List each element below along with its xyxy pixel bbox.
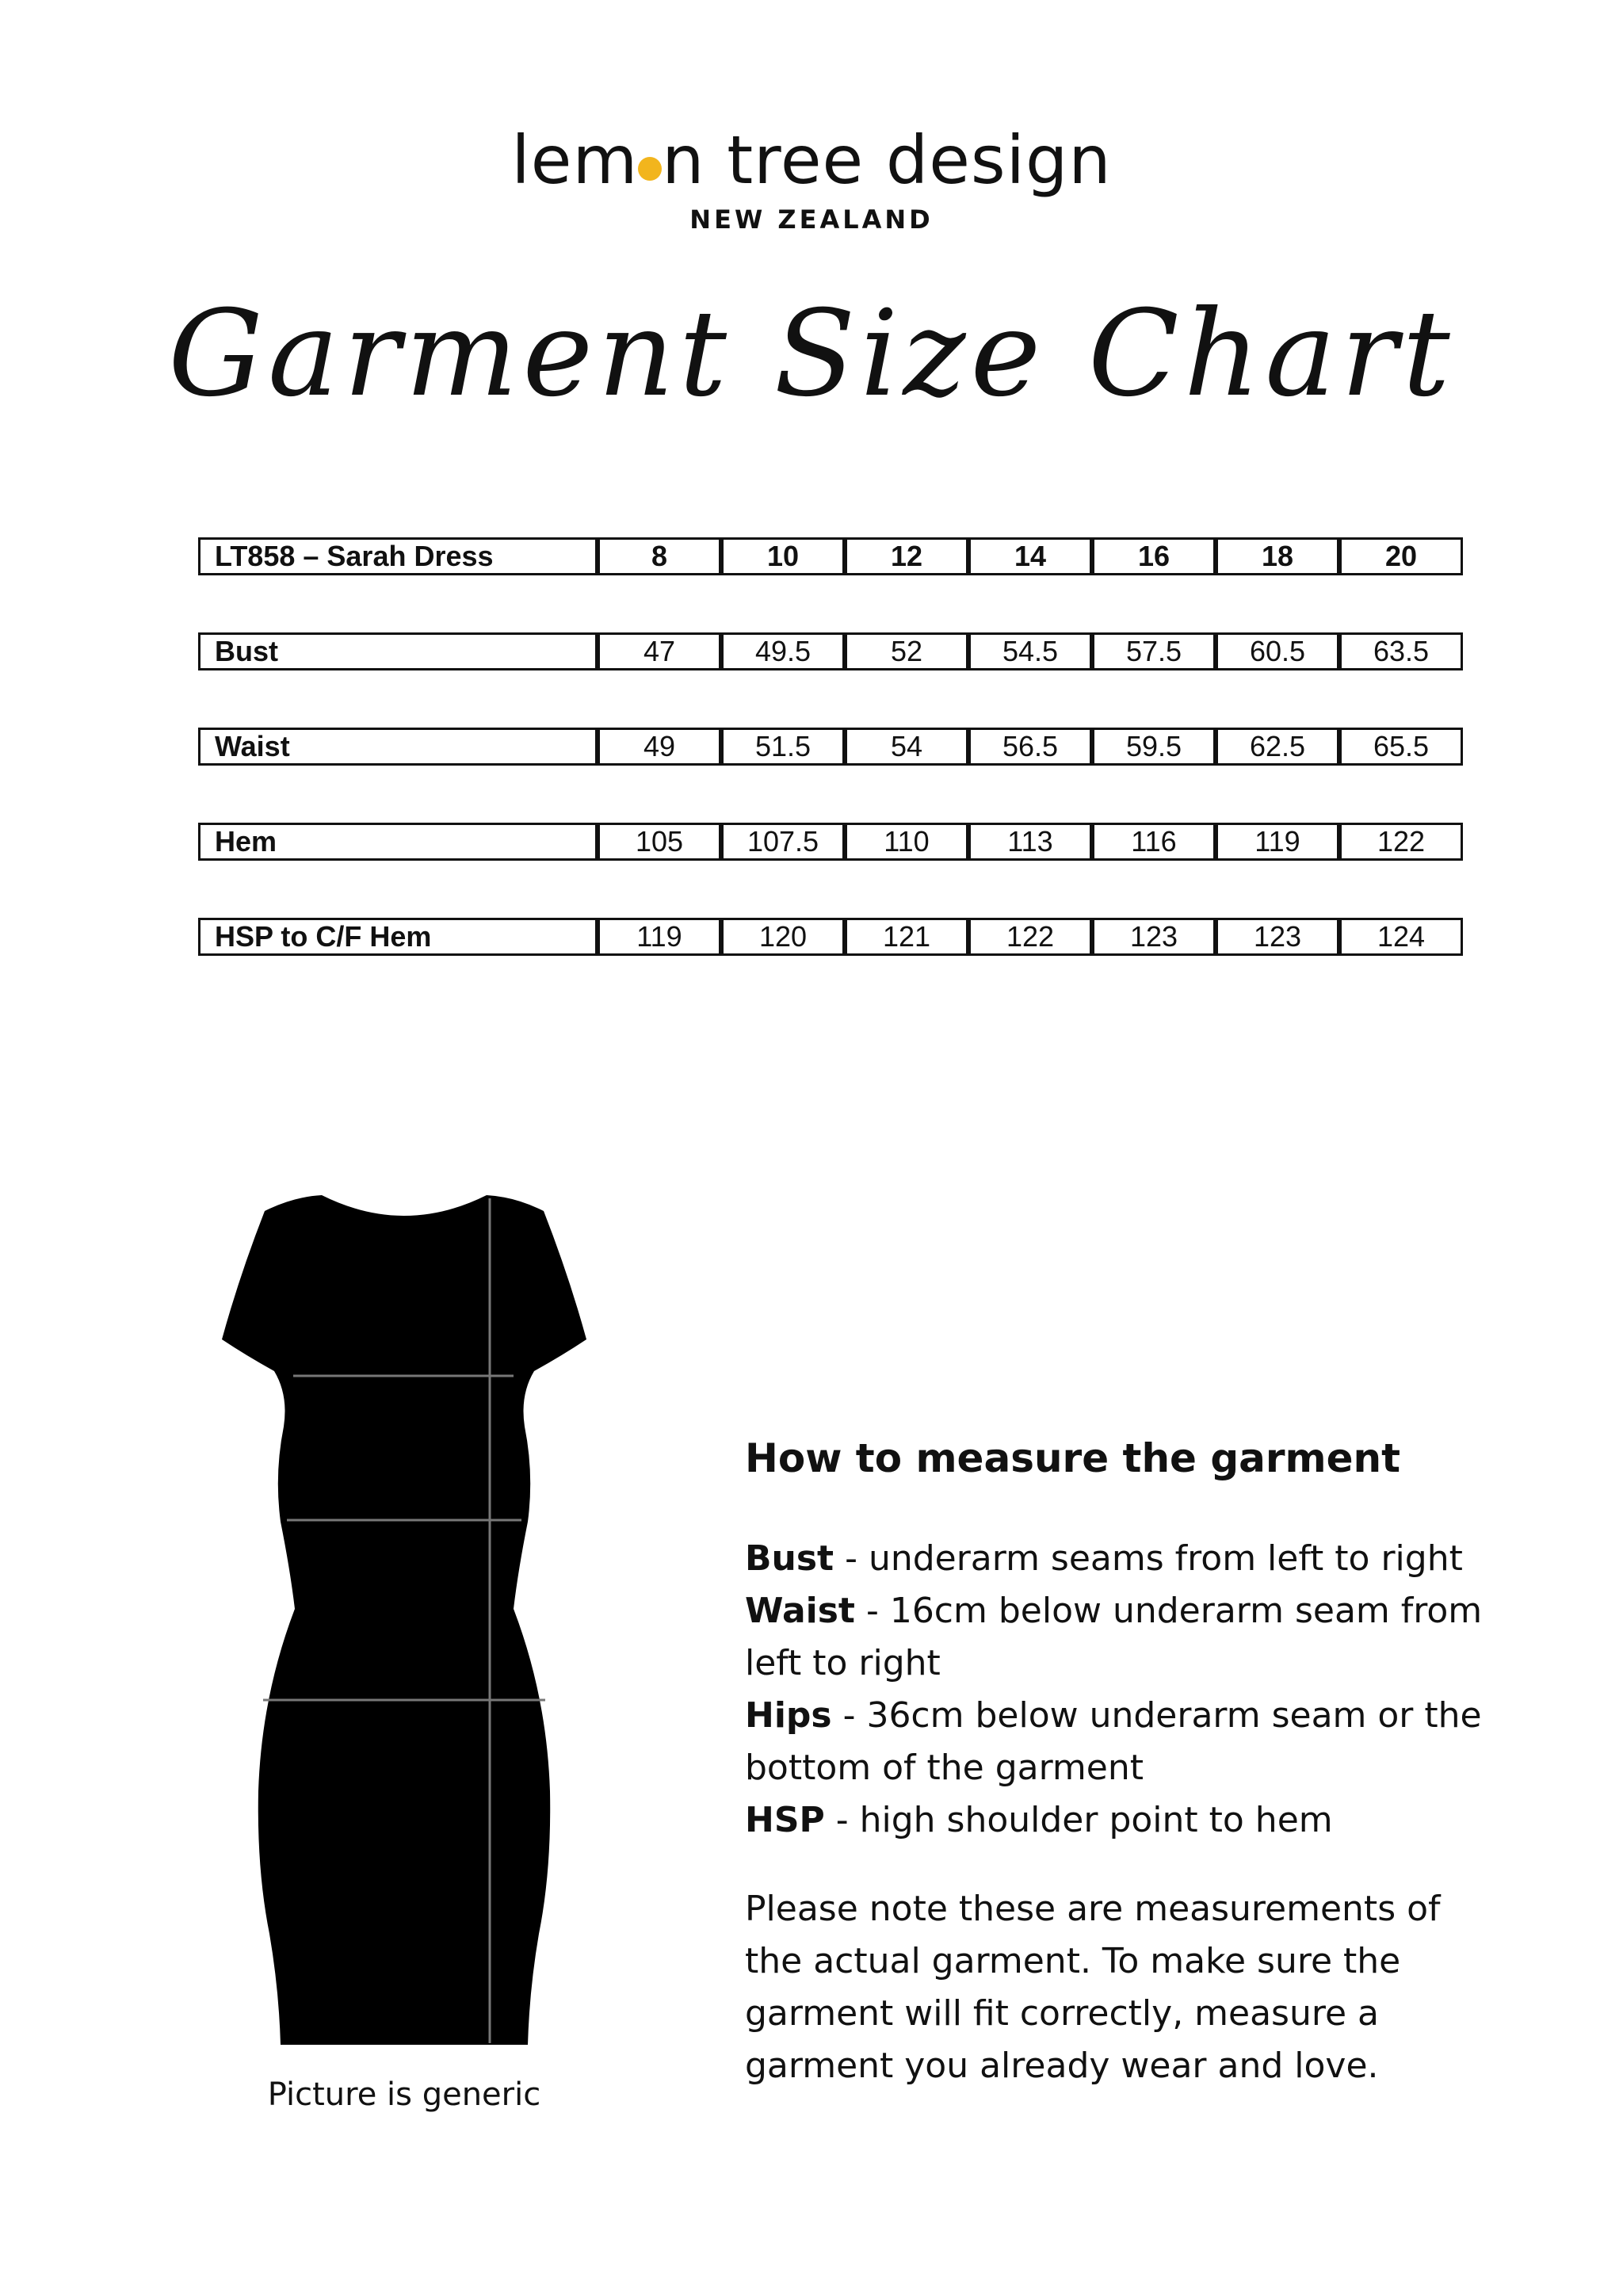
size-header: 16 [1092,537,1216,575]
table-cell: 124 [1339,918,1463,956]
table-cell: 116 [1092,823,1216,861]
fit-note: Please note these are measurements of the actual garment. To make sure the garment will fit correctly, measure a garment you already wear and love. [745,1889,1441,2086]
size-table [198,537,1463,956]
table-cell: 65.5 [1339,728,1463,766]
page-title: Garment Size Chart [168,285,1455,423]
table-cell: 54 [845,728,968,766]
table-cell: 119 [598,918,721,956]
table-cell: 122 [1339,823,1463,861]
brand-name-end: n tree design [662,121,1112,199]
lemon-icon [638,157,662,181]
term-text: - high shoulder point to hem [824,1800,1333,1840]
term-label: Waist [745,1591,855,1631]
instruction-bust [745,1533,1506,1585]
instruction-waist [745,1585,1506,1690]
table-row-hem [198,823,1463,861]
size-header: 8 [598,537,721,575]
row-spacer [198,575,1463,632]
table-cell: 119 [1216,823,1339,861]
row-label: Waist [198,728,598,766]
term-text: - 16cm below underarm seam from left to right [745,1591,1483,1683]
table-cell: 59.5 [1092,728,1216,766]
size-header: 18 [1216,537,1339,575]
table-cell: 63.5 [1339,632,1463,670]
measure-instructions [745,1435,1506,2092]
table-cell: 54.5 [968,632,1092,670]
table-cell: 47 [598,632,721,670]
table-cell: 113 [968,823,1092,861]
term-label: Bust [745,1538,834,1579]
instruction-hips [745,1690,1506,1794]
row-spacer [198,766,1463,823]
table-cell: 122 [968,918,1092,956]
instruction-hsp [745,1794,1506,1847]
row-label: Hem [198,823,598,861]
size-header: 20 [1339,537,1463,575]
table-cell: 49.5 [721,632,845,670]
picture-caption: Picture is generic [267,2076,541,2113]
brand-logo [0,121,1623,235]
table-cell: 120 [721,918,845,956]
table-header-row [198,537,1463,575]
instructions-heading: How to measure the garment [745,1435,1401,1481]
row-spacer [198,861,1463,918]
table-cell: 110 [845,823,968,861]
row-label: HSP to C/F Hem [198,918,598,956]
term-label: HSP [745,1800,825,1840]
brand-subtitle: NEW ZEALAND [689,204,934,235]
row-spacer [198,670,1463,728]
table-row-hsp [198,918,1463,956]
dress-silhouette [222,1195,586,2045]
row-label: Bust [198,632,598,670]
dress-illustration [214,1189,594,2061]
brand-name [0,121,1623,199]
table-cell: 105 [598,823,721,861]
table-cell: 52 [845,632,968,670]
table-cell: 57.5 [1092,632,1216,670]
table-cell: 49 [598,728,721,766]
table-cell: 62.5 [1216,728,1339,766]
brand-name-start: lem [511,121,639,199]
table-cell: 121 [845,918,968,956]
term-text: - 36cm below underarm seam or the bottom of the garment [745,1695,1482,1788]
table-cell: 60.5 [1216,632,1339,670]
term-text: - underarm seams from left to right [834,1538,1463,1579]
table-row-bust [198,632,1463,670]
size-header: 12 [845,537,968,575]
term-label: Hips [745,1695,832,1736]
table-cell: 123 [1216,918,1339,956]
size-header: 14 [968,537,1092,575]
table-cell: 107.5 [721,823,845,861]
table-row-waist [198,728,1463,766]
table-cell: 51.5 [721,728,845,766]
size-header: 10 [721,537,845,575]
table-cell: 56.5 [968,728,1092,766]
product-name: LT858 – Sarah Dress [198,537,598,575]
table-cell: 123 [1092,918,1216,956]
